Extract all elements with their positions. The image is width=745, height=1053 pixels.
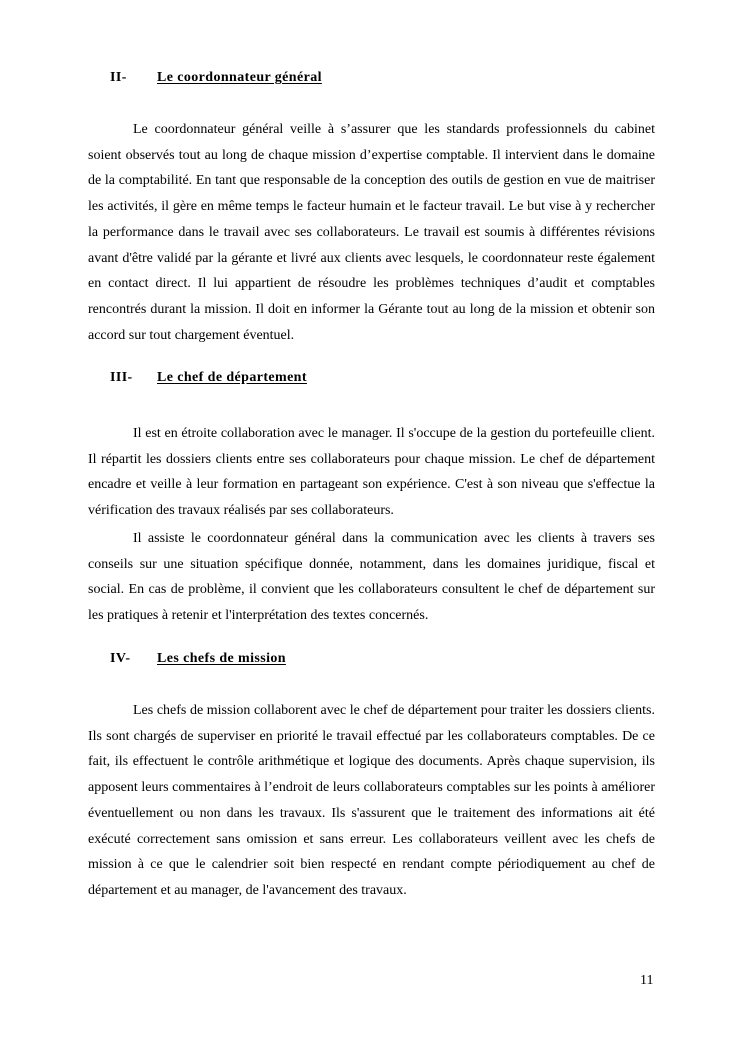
section-title: Les chefs de mission [157, 651, 286, 666]
section-iii-paragraph-1: Il est en étroite collaboration avec le manager. Il s'occupe de la gestion du portefeuille client. Il répartit les dossiers clients entre ses collaborateurs pour chaque mission. Le chef de département encadre et veille à leur formation en partageant son expérience. C'est à son niveau que s'effectue la vérification des travaux réalisés par ses collaborateurs. [88, 426, 655, 519]
page-number: 11 [640, 973, 654, 988]
section-iii-paragraph-2: Il assiste le coordonnateur général dans la communication avec les clients à travers ses conseils sur une situation spécifique donnée, notamment, dans les domaines juridique, fiscal et social. En cas de problème, il convient que les collaborateurs consultent le chef de département sur les pratiques à retenir et l'interprétation des textes concernés. [88, 531, 655, 624]
section-title: Le coordonnateur général [157, 70, 322, 85]
section-ii-paragraph-1: Le coordonnateur général veille à s’assurer que les standards professionnels du cabinet soient observés tout au long de chaque mission d’expertise comptable. Il intervient dans le domaine de la comptabilité. En tant que responsable de la conception des outils de gestion en vue de maitriser les activités, il gère en même temps le facteur humain et le facteur travail. Le but vise à y rechercher la performance dans le travail avec ses collaborateurs. Le travail est soumis à différentes révisions avant d'être validé par la gérante et livré aux clients avec lesquels, le coordonnateur reste également en contact direct. Il lui appartient de résoudre les problèmes techniques d’audit et comptables rencontrés durant la mission. Il doit en informer la Gérante tout au long de la mission et obtenir son accord sur tout chargement éventuel. [88, 122, 655, 343]
section-heading-iii [110, 370, 307, 386]
section-heading-ii [110, 70, 322, 86]
section-number: III- [110, 370, 133, 385]
section-iv-paragraph-1: Les chefs de mission collaborent avec le chef de département pour traiter les dossiers clients. Ils sont chargés de superviser en priorité le travail effectué par les collaborateurs comptables. De ce fait, ils effectuent le contrôle arithmétique et logique des documents. Après chaque supervision, ils apposent leurs commentaires à l’endroit de leurs collaborateurs comptables sur les points à améliorer éventuellement ou non dans les travaux. Ils s'assurent que le traitement des informations ait été exécuté correctement sans omission et sans erreur. Les collaborateurs veillent avec les chefs de mission à ce que le calendrier soit bien respecté en rendant compte périodiquement au chef de département et au manager, de l'avancement des travaux. [88, 703, 655, 898]
section-heading-iv [110, 651, 286, 667]
section-title: Le chef de département [157, 370, 307, 385]
section-number: IV- [110, 651, 131, 666]
section-number: II- [110, 70, 127, 85]
